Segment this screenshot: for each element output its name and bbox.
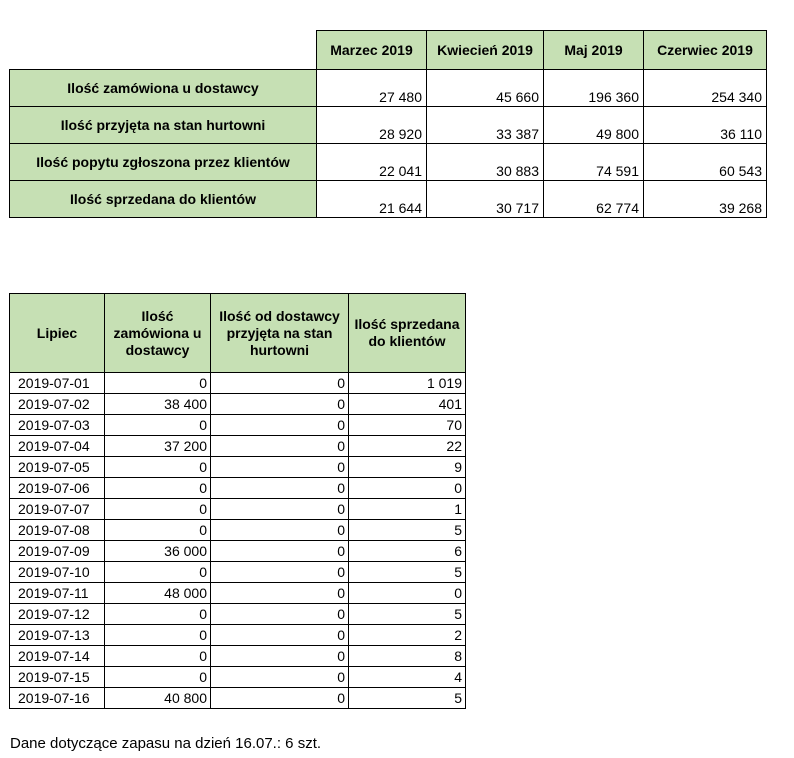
daily-date-cell: 2019-07-13: [10, 625, 105, 646]
daily-value-cell: 4: [349, 667, 466, 688]
summary-cell: 39 268: [644, 181, 767, 218]
summary-row-label: Ilość przyjęta na stan hurtowni: [10, 107, 317, 144]
daily-value-cell: 0: [105, 667, 211, 688]
daily-value-cell: 0: [105, 562, 211, 583]
table-row: [10, 541, 466, 562]
daily-value-cell: 0: [349, 478, 466, 499]
daily-value-cell: 0: [211, 646, 349, 667]
table-row: [10, 436, 466, 457]
summary-row-label: Ilość sprzedana do klientów: [10, 181, 317, 218]
daily-value-cell: 1: [349, 499, 466, 520]
daily-value-cell: 0: [349, 583, 466, 604]
daily-value-cell: 0: [105, 646, 211, 667]
daily-col-header: Ilość sprzedana do klientów: [349, 294, 466, 373]
daily-col-header: Lipiec: [10, 294, 105, 373]
summary-cell: 36 110: [644, 107, 767, 144]
daily-value-cell: 0: [105, 499, 211, 520]
table-row: [10, 478, 466, 499]
summary-cell: 45 660: [427, 70, 544, 107]
daily-value-cell: 48 000: [105, 583, 211, 604]
daily-value-cell: 36 000: [105, 541, 211, 562]
table-row: [10, 394, 466, 415]
table-row: [10, 520, 466, 541]
daily-value-cell: 9: [349, 457, 466, 478]
summary-header-row: [10, 31, 767, 70]
daily-value-cell: 0: [211, 394, 349, 415]
daily-value-cell: 37 200: [105, 436, 211, 457]
table-row: [10, 499, 466, 520]
table-row: [10, 625, 466, 646]
daily-value-cell: 0: [211, 457, 349, 478]
daily-date-cell: 2019-07-07: [10, 499, 105, 520]
summary-cell: 254 340: [644, 70, 767, 107]
daily-value-cell: 0: [105, 604, 211, 625]
table-row: [10, 562, 466, 583]
daily-value-cell: 22: [349, 436, 466, 457]
daily-value-cell: 70: [349, 415, 466, 436]
daily-col-header: Ilość od dostawcy przyjęta na stan hurtowni: [211, 294, 349, 373]
table-row: [10, 457, 466, 478]
table-row: [10, 107, 767, 144]
summary-cell: 62 774: [544, 181, 644, 218]
daily-value-cell: 0: [211, 478, 349, 499]
daily-date-cell: 2019-07-08: [10, 520, 105, 541]
daily-value-cell: 0: [211, 415, 349, 436]
daily-value-cell: 0: [105, 520, 211, 541]
daily-date-cell: 2019-07-06: [10, 478, 105, 499]
daily-date-cell: 2019-07-01: [10, 373, 105, 394]
table-row: [10, 688, 466, 709]
daily-value-cell: 0: [211, 583, 349, 604]
stock-note: Dane dotyczące zapasu na dzień 16.07.: 6 szt.: [10, 735, 322, 752]
daily-value-cell: 2: [349, 625, 466, 646]
summary-cell: 30 717: [427, 181, 544, 218]
daily-value-cell: 401: [349, 394, 466, 415]
daily-value-cell: 40 800: [105, 688, 211, 709]
daily-value-cell: 0: [211, 625, 349, 646]
summary-cell: 33 387: [427, 107, 544, 144]
summary-cell: 60 543: [644, 144, 767, 181]
table-row: [10, 415, 466, 436]
daily-value-cell: 0: [211, 688, 349, 709]
daily-value-cell: 0: [105, 478, 211, 499]
daily-col-header: Ilość zamówiona u dostawcy: [105, 294, 211, 373]
summary-cell: 28 920: [317, 107, 427, 144]
summary-row-label: Ilość popytu zgłoszona przez klientów: [10, 144, 317, 181]
table-row: [10, 181, 767, 218]
daily-value-cell: 0: [105, 625, 211, 646]
daily-date-cell: 2019-07-05: [10, 457, 105, 478]
summary-col-header: Czerwiec 2019: [644, 31, 767, 70]
monthly-summary-table: [9, 30, 767, 218]
summary-cell: 74 591: [544, 144, 644, 181]
daily-value-cell: 0: [211, 541, 349, 562]
daily-value-cell: 0: [211, 499, 349, 520]
table-row: [10, 646, 466, 667]
daily-date-cell: 2019-07-10: [10, 562, 105, 583]
daily-value-cell: 0: [105, 457, 211, 478]
table-row: [10, 144, 767, 181]
daily-table-body: [10, 373, 466, 709]
daily-date-cell: 2019-07-09: [10, 541, 105, 562]
daily-value-cell: 0: [211, 667, 349, 688]
daily-date-cell: 2019-07-12: [10, 604, 105, 625]
daily-value-cell: 0: [105, 415, 211, 436]
table-row: [10, 583, 466, 604]
daily-value-cell: 0: [211, 373, 349, 394]
daily-value-cell: 8: [349, 646, 466, 667]
daily-header-row: [10, 294, 466, 373]
summary-col-header: Maj 2019: [544, 31, 644, 70]
daily-value-cell: 5: [349, 520, 466, 541]
daily-value-cell: 5: [349, 688, 466, 709]
summary-cell: 22 041: [317, 144, 427, 181]
summary-row-label: Ilość zamówiona u dostawcy: [10, 70, 317, 107]
daily-july-table: [9, 293, 466, 709]
summary-cell: 196 360: [544, 70, 644, 107]
daily-value-cell: 6: [349, 541, 466, 562]
daily-date-cell: 2019-07-15: [10, 667, 105, 688]
summary-cell: 27 480: [317, 70, 427, 107]
daily-date-cell: 2019-07-14: [10, 646, 105, 667]
table-row: [10, 667, 466, 688]
summary-corner-cell: [10, 31, 317, 70]
daily-value-cell: 0: [105, 373, 211, 394]
table-row: [10, 70, 767, 107]
daily-value-cell: 0: [211, 562, 349, 583]
daily-value-cell: 5: [349, 562, 466, 583]
daily-value-cell: 0: [211, 520, 349, 541]
summary-cell: 30 883: [427, 144, 544, 181]
summary-col-header: Kwiecień 2019: [427, 31, 544, 70]
summary-cell: 49 800: [544, 107, 644, 144]
daily-date-cell: 2019-07-03: [10, 415, 105, 436]
table-row: [10, 604, 466, 625]
daily-date-cell: 2019-07-02: [10, 394, 105, 415]
daily-value-cell: 38 400: [105, 394, 211, 415]
daily-date-cell: 2019-07-16: [10, 688, 105, 709]
daily-value-cell: 5: [349, 604, 466, 625]
daily-date-cell: 2019-07-04: [10, 436, 105, 457]
daily-value-cell: 1 019: [349, 373, 466, 394]
daily-value-cell: 0: [211, 436, 349, 457]
summary-col-header: Marzec 2019: [317, 31, 427, 70]
daily-date-cell: 2019-07-11: [10, 583, 105, 604]
summary-cell: 21 644: [317, 181, 427, 218]
table-row: [10, 373, 466, 394]
daily-value-cell: 0: [211, 604, 349, 625]
